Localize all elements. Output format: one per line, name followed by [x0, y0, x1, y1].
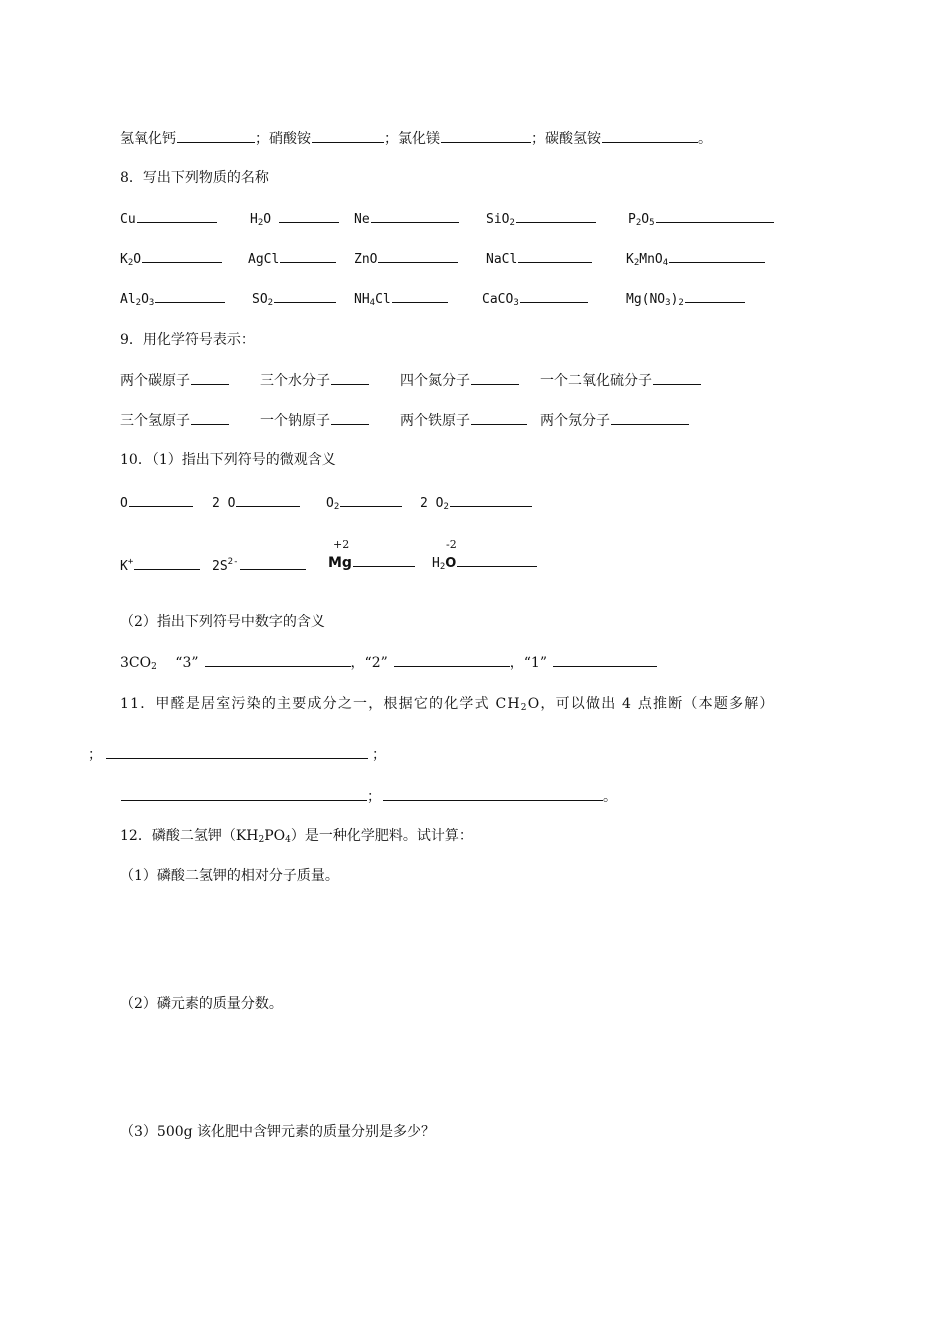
q12-part1: （1）磷酸二氢钾的相对分子质量。	[120, 868, 339, 884]
answer-blank[interactable]	[371, 208, 459, 223]
answer-blank[interactable]	[471, 410, 527, 425]
q11-text: 11．甲醛是居室污染的主要成分之一，根据它的化学式 $CH_2O$，可以做出 4 点推断（本题多解）	[120, 696, 775, 713]
answer-blank[interactable]	[191, 410, 229, 425]
q9-item: 三个水分子	[260, 370, 369, 391]
answer-blank[interactable]	[656, 208, 774, 223]
row-fill-formulas: 氢氧化钙 ；硝酸铵 ；氯化镁 ；碳酸氢铵 。	[120, 128, 712, 149]
q10-item: 2 O	[212, 492, 300, 514]
answer-blank[interactable]	[392, 288, 448, 303]
answer-blank[interactable]	[129, 492, 193, 507]
answer-blank[interactable]	[340, 492, 402, 507]
answer-blank[interactable]	[653, 370, 701, 385]
answer-blank[interactable]	[142, 248, 222, 263]
q10-title: 10．（1）指出下列符号的微观含义	[120, 452, 336, 468]
q12-part3: （3）500g 该化肥中含钾元素的质量分别是多少？	[120, 1124, 436, 1140]
q8-item: $K_2O$	[120, 248, 222, 273]
q10-item: $2S^{2-}$	[212, 552, 306, 577]
q9-item: 两个氖分子	[540, 410, 689, 431]
q8-item: SiO$_2$	[486, 208, 596, 233]
answer-blank[interactable]	[137, 208, 217, 223]
q8-item: Ne	[354, 208, 459, 230]
answer-blank[interactable]	[312, 128, 384, 143]
answer-blank[interactable]	[236, 492, 300, 507]
answer-blank[interactable]	[280, 248, 336, 263]
valence-mark: -2	[446, 538, 457, 551]
q8-item: $Al_2O_3$	[120, 288, 225, 313]
q8-title: 8．写出下列物质的名称	[120, 170, 269, 186]
answer-blank[interactable]	[669, 248, 765, 263]
q10-sub2: （2）指出下列符号中数字的含义	[120, 614, 325, 630]
answer-blank[interactable]	[378, 248, 458, 263]
answer-blank[interactable]	[274, 288, 336, 303]
item-ammonium-nitrate: 硝酸铵	[269, 131, 311, 147]
q8-item: $H_2O$	[250, 208, 339, 233]
answer-blank[interactable]	[331, 410, 369, 425]
answer-blank[interactable]	[394, 652, 510, 667]
q8-item: NaCl	[486, 248, 592, 270]
answer-blank[interactable]	[205, 652, 351, 667]
q9-item: 三个氢原子	[120, 410, 229, 431]
item-magnesium-chloride: 氯化镁	[398, 131, 440, 147]
answer-blank[interactable]	[471, 370, 519, 385]
q10-item: O	[120, 492, 193, 514]
q9-item: 两个铁原子	[400, 410, 527, 431]
q9-item: 四个氮分子	[400, 370, 519, 391]
answer-blank[interactable]	[611, 410, 689, 425]
answer-blank[interactable]	[520, 288, 588, 303]
answer-blank[interactable]	[155, 288, 225, 303]
q9-item: 一个二氧化硫分子	[540, 370, 701, 391]
answer-blank[interactable]	[602, 128, 698, 143]
q8-item: $P_2O_5$	[628, 208, 774, 233]
q10-item: $H_2O$	[432, 552, 537, 577]
answer-blank[interactable]	[134, 555, 200, 570]
q11-answer-row: ； 。	[120, 786, 617, 807]
answer-blank[interactable]	[106, 744, 368, 759]
answer-blank[interactable]	[279, 208, 339, 223]
q11-answer-row: ； ；	[88, 744, 386, 765]
answer-blank[interactable]	[441, 128, 531, 143]
q12-part2: （2）磷元素的质量分数。	[120, 996, 283, 1012]
answer-blank[interactable]	[177, 128, 255, 143]
q8-item: $NH_4Cl$	[354, 288, 448, 313]
answer-blank[interactable]	[383, 786, 603, 801]
answer-blank[interactable]	[457, 552, 537, 567]
answer-blank[interactable]	[553, 652, 657, 667]
q8-item: $Mg(NO_3)_2$	[626, 288, 745, 313]
q12-text: 12．磷酸二氢钾$(KH_2PO_4)$是一种化学肥料。试计算：	[120, 828, 473, 845]
q10-item: $O_2$	[326, 492, 402, 517]
q8-item: $SO_2$	[252, 288, 336, 313]
q8-item: ZnO	[354, 248, 458, 270]
answer-blank[interactable]	[240, 555, 306, 570]
item-calcium-hydroxide: 氢氧化钙	[120, 131, 176, 147]
answer-blank[interactable]	[516, 208, 596, 223]
item-ammonium-bicarbonate: 碳酸氢铵	[545, 131, 601, 147]
q8-item: CaCO$_3$	[482, 288, 588, 313]
valence-mark: +2	[333, 538, 350, 551]
answer-blank[interactable]	[353, 552, 415, 567]
answer-blank[interactable]	[450, 492, 532, 507]
q10-item: Mg	[328, 552, 415, 573]
q8-item: Cu	[120, 208, 217, 230]
q9-title: 9．用化学符号表示：	[120, 332, 255, 348]
q10-item: K+	[120, 552, 200, 577]
q10-number-meaning: $3CO_2$ “3” ，“2” ，“1”	[120, 652, 657, 677]
q8-item: $K_2MnO_4$	[626, 248, 765, 273]
q9-item: 两个碳原子	[120, 370, 229, 391]
answer-blank[interactable]	[331, 370, 369, 385]
q8-item: AgCl	[248, 248, 336, 270]
answer-blank[interactable]	[518, 248, 592, 263]
q10-item: 2 $O_2$	[420, 492, 532, 517]
answer-blank[interactable]	[191, 370, 229, 385]
answer-blank[interactable]	[121, 786, 367, 801]
answer-blank[interactable]	[685, 288, 745, 303]
q9-item: 一个钠原子	[260, 410, 369, 431]
